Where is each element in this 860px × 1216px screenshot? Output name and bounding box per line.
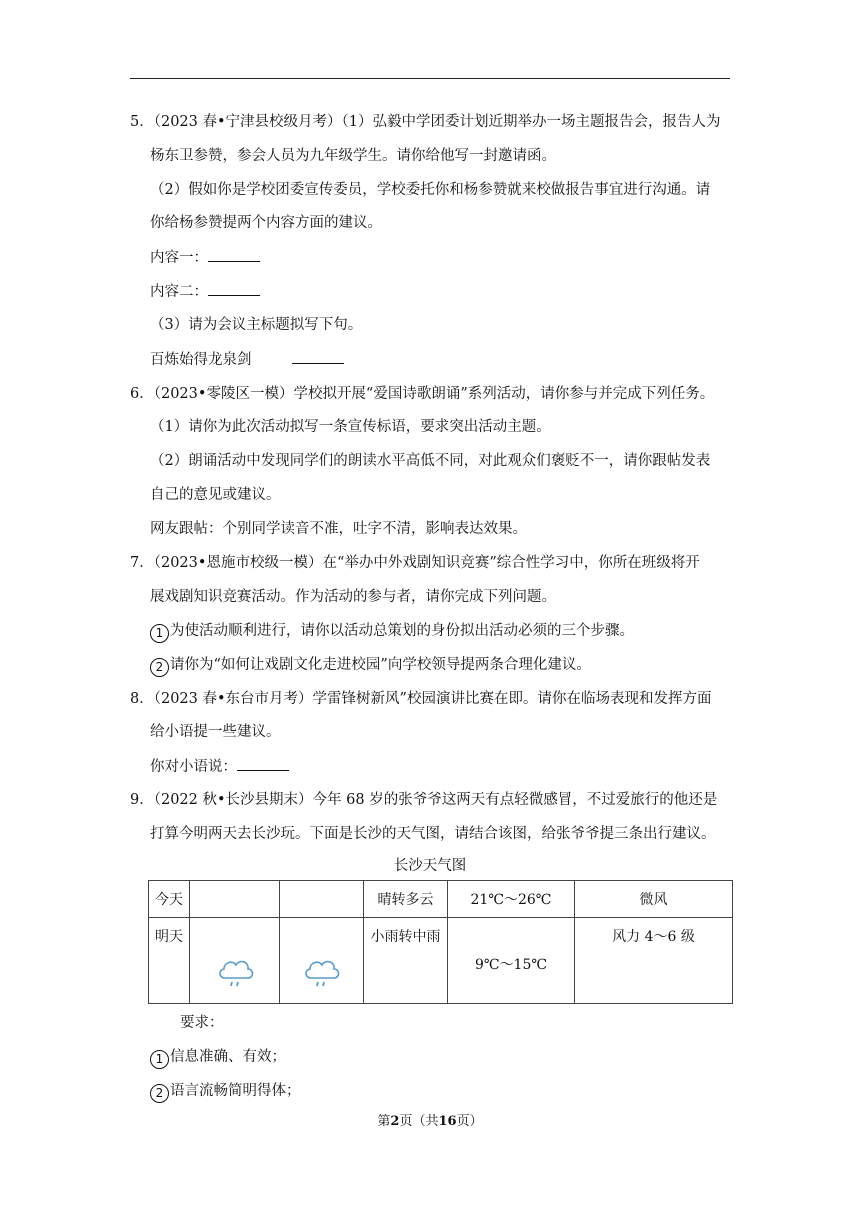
q6-line3: （2）朗诵活动中发现同学们的朗读水平高低不同，对此观众们褒贬不一，请你跟帖发表	[150, 453, 711, 469]
q9-line2: 打算今明两天去长沙玩。下面是长沙的天气图，请结合该图，给张爷爷提三条出行建议。	[150, 826, 716, 842]
q7-line1	[130, 553, 700, 573]
icon-cell	[280, 918, 364, 1004]
answer-blank[interactable]	[208, 247, 260, 262]
header-rule	[130, 78, 730, 79]
icon-cell	[280, 881, 364, 918]
q5-line3: （2）假如你是学校团委宣传委员，学校委托你和杨参赞就来校做报告事宜进行沟通。请	[150, 182, 711, 198]
q8-prompt: 你对小语说：	[150, 759, 237, 775]
weather-cell: 小雨转中雨	[364, 918, 448, 1004]
q7-number: 7．	[130, 555, 154, 571]
q5-line1	[130, 112, 721, 132]
requirement-1	[150, 1047, 286, 1069]
circled-number-2: 2	[150, 1084, 169, 1103]
temp-cell: 21℃～26℃	[448, 881, 575, 918]
q6-line1	[130, 384, 714, 404]
q5-line4: 你给杨参赞提两个内容方面的建议。	[150, 215, 382, 231]
q7-item2: 请你为“如何让戏剧文化走进校园”向学校领导提两条合理化建议。	[170, 657, 591, 673]
content1-label: 内容一：	[150, 250, 208, 266]
circled-number-1: 1	[150, 1050, 169, 1069]
table-title: 长沙天气图	[393, 858, 467, 874]
page-number: 2	[390, 1114, 400, 1129]
page-footer	[0, 1110, 860, 1129]
icon-cell	[190, 881, 280, 918]
answer-blank[interactable]	[237, 756, 289, 771]
wind-cell: 风力 4～6 级	[575, 918, 733, 1004]
q6-line5: 网友跟帖：个别同学读音不准，吐字不清，影响表达效果。	[150, 521, 527, 537]
q7-text1: （2023•恩施市校级一模）在“举办中外戏剧知识竞赛”综合性学习中，你所在班级将开	[153, 555, 700, 571]
q9-line1	[130, 790, 717, 810]
requirement-2-text: 语言流畅简明得体；	[170, 1083, 301, 1099]
q7-line2: 展戏剧知识竞赛活动。作为活动的参与者，请你完成下列问题。	[150, 589, 556, 605]
requirement-2	[150, 1081, 301, 1103]
q7-line3	[150, 621, 634, 643]
q7-line4	[150, 655, 591, 677]
day-cell: 明天	[149, 918, 190, 1004]
temp-cell: 9℃～15℃	[448, 918, 575, 1004]
cloud-rain-icon	[216, 954, 256, 990]
footer-mid: 页（共	[399, 1114, 439, 1129]
page-total: 16	[438, 1114, 457, 1129]
q8-line3	[150, 756, 289, 777]
requirements-label: 要求：	[180, 1015, 224, 1031]
q8-number: 8．	[130, 691, 154, 707]
q8-text1: （2023 春•东台市月考）学雷锋树新风”校园演讲比赛在即。请你在临场表现和发挥方面	[153, 691, 712, 707]
weather-cell: 晴转多云	[364, 881, 448, 918]
q8-line1	[130, 689, 711, 709]
answer-blank[interactable]	[208, 281, 260, 296]
q5-number: 5．	[130, 114, 154, 130]
q7-item1: 为使活动顺利进行，请你以活动总策划的身份拟出活动必须的三个步骤。	[170, 623, 634, 639]
icon-cell	[190, 918, 280, 1004]
q5-content2	[150, 281, 260, 302]
q9-number: 9．	[130, 792, 154, 808]
answer-blank[interactable]	[292, 349, 344, 364]
footer-pre: 第	[377, 1114, 391, 1129]
cloud-rain-icon	[302, 954, 342, 990]
q8-line2: 给小语提一些建议。	[150, 724, 281, 740]
q5-content1	[150, 247, 260, 268]
footer-post: 页）	[456, 1114, 483, 1129]
weather-table	[148, 880, 733, 1004]
circled-number-2: 2	[150, 658, 169, 677]
q6-line2: （1）请你为此次活动拟写一条宣传标语，要求突出活动主题。	[150, 419, 551, 435]
q6-number: 6．	[130, 386, 154, 402]
q5-line2: 杨东卫参赞，参会人员为九年级学生。请你给他写一封邀请函。	[150, 148, 556, 164]
q6-line4: 自己的意见或建议。	[150, 487, 281, 503]
table-row	[149, 881, 733, 918]
requirement-1-text: 信息准确、有效；	[170, 1049, 286, 1065]
q9-text1: （2022 秋•长沙县期末）今年 68 岁的张爷爷这两天有点轻微感冒，不过爱旅行的他还是	[153, 792, 718, 808]
day-cell: 今天	[149, 881, 190, 918]
q6-text1: （2023•零陵区一模）学校拟开展“爱国诗歌朗诵”系列活动，请你参与并完成下列任务。	[153, 386, 715, 402]
content2-label: 内容二：	[150, 284, 208, 300]
circled-number-1: 1	[150, 624, 169, 643]
q5-prompt: 百炼始得龙泉剑	[150, 352, 252, 368]
q5-text1: （2023 春•宁津县校级月考）（1）弘毅中学团委计划近期举办一场主题报告会，报告人为	[153, 114, 721, 130]
q5-line6	[150, 349, 344, 370]
table-row	[149, 918, 733, 1004]
wind-cell: 微风	[575, 881, 733, 918]
q5-line5: （3）请为会议主标题拟写下句。	[150, 317, 363, 333]
